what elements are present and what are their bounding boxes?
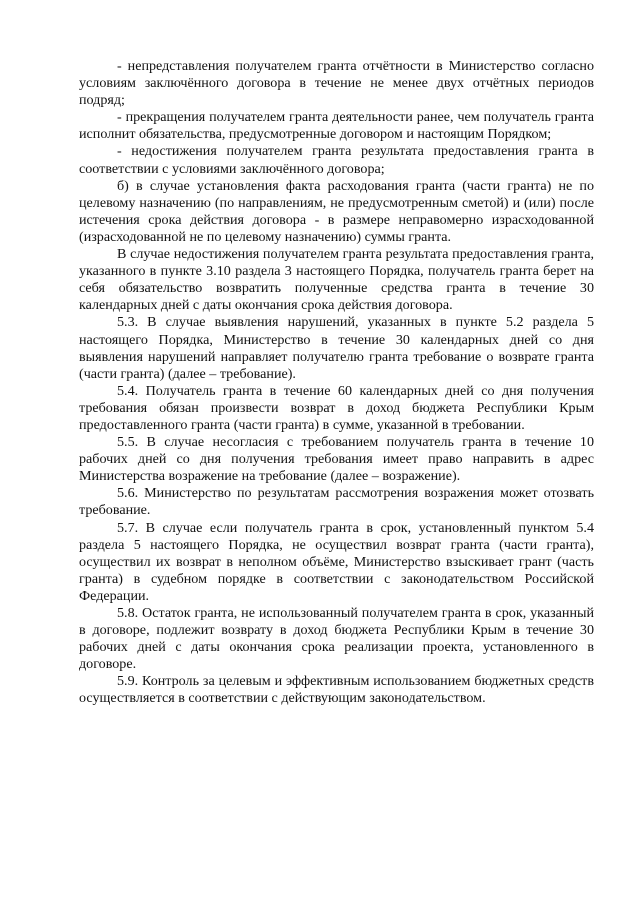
paragraph-5-5: 5.5. В случае несогласия с требованием получатель гранта в течение 10 рабочих дней со дня получения требования имеет право направить в адрес Министерства возражение на требование (далее – возражение). (79, 434, 594, 485)
paragraph-5-9: 5.9. Контроль за целевым и эффективным использованием бюджетных средств осуществляется в соответствии с действующим законодательством. (79, 673, 594, 707)
paragraph-5-8: 5.8. Остаток гранта, не использованный получателем гранта в срок, указанный в договоре, подлежит возврату в доход бюджета Республики Крым в течение 30 рабочих дней с даты окончания срока реализации проекта, установленного в договоре. (79, 605, 594, 673)
paragraph-5-3: 5.3. В случае выявления нарушений, указанных в пункте 5.2 раздела 5 настоящего Порядка, Министерство в течение 30 календарных дней со дня выявления нарушений направляет получателю гранта требование о возврате гранта (части гранта) (далее – требование). (79, 314, 594, 382)
paragraph-non-reporting: - непредставления получателем гранта отчётности в Министерство согласно условиям заключённого договора в течение не менее двух отчётных периодов подряд; (79, 58, 594, 109)
paragraph-return-obligation: В случае недостижения получателем гранта результата предоставления гранта, указанного в пункте 3.10 раздела 3 настоящего Порядка, получатель гранта берет на себя обязательство возвратить полученные средства гранта в течение 30 календарных дней с даты окончания срока действия договора. (79, 246, 594, 314)
document-body (79, 58, 594, 708)
paragraph-5-4: 5.4. Получатель гранта в течение 60 календарных дней со дня получения требования обязан произвести возврат в доход бюджета Республики Крым предоставленного гранта (части гранта) в сумме, указанной в требовании. (79, 382, 594, 433)
paragraph-5-7: 5.7. В случае если получатель гранта в срок, установленный пунктом 5.4 раздела 5 настоящего Порядка, не осуществил возврат гранта (части гранта), осуществил их возврат в неполном объёме, Министерство взыскивает грант (часть гранта) в судебном порядке в соответствии с законодательством Российской Федерации. (79, 519, 594, 604)
paragraph-5-6: 5.6. Министерство по результатам рассмотрения возражения может отозвать требование. (79, 485, 594, 519)
paragraph-termination: - прекращения получателем гранта деятельности ранее, чем получатель гранта исполнит обязательства, предусмотренные договором и настоящим Порядком; (79, 109, 594, 143)
paragraph-misuse: б) в случае установления факта расходования гранта (части гранта) не по целевому назначению (по направлениям, не предусмотренным сметой) и (или) после истечения срока действия договора - в размере неправомерно израсходованной (израсходованной не по целевому назначению) суммы гранта. (79, 177, 594, 245)
paragraph-non-achievement: - недостижения получателем гранта результата предоставления гранта в соответствии с условиями заключённого договора; (79, 143, 594, 177)
